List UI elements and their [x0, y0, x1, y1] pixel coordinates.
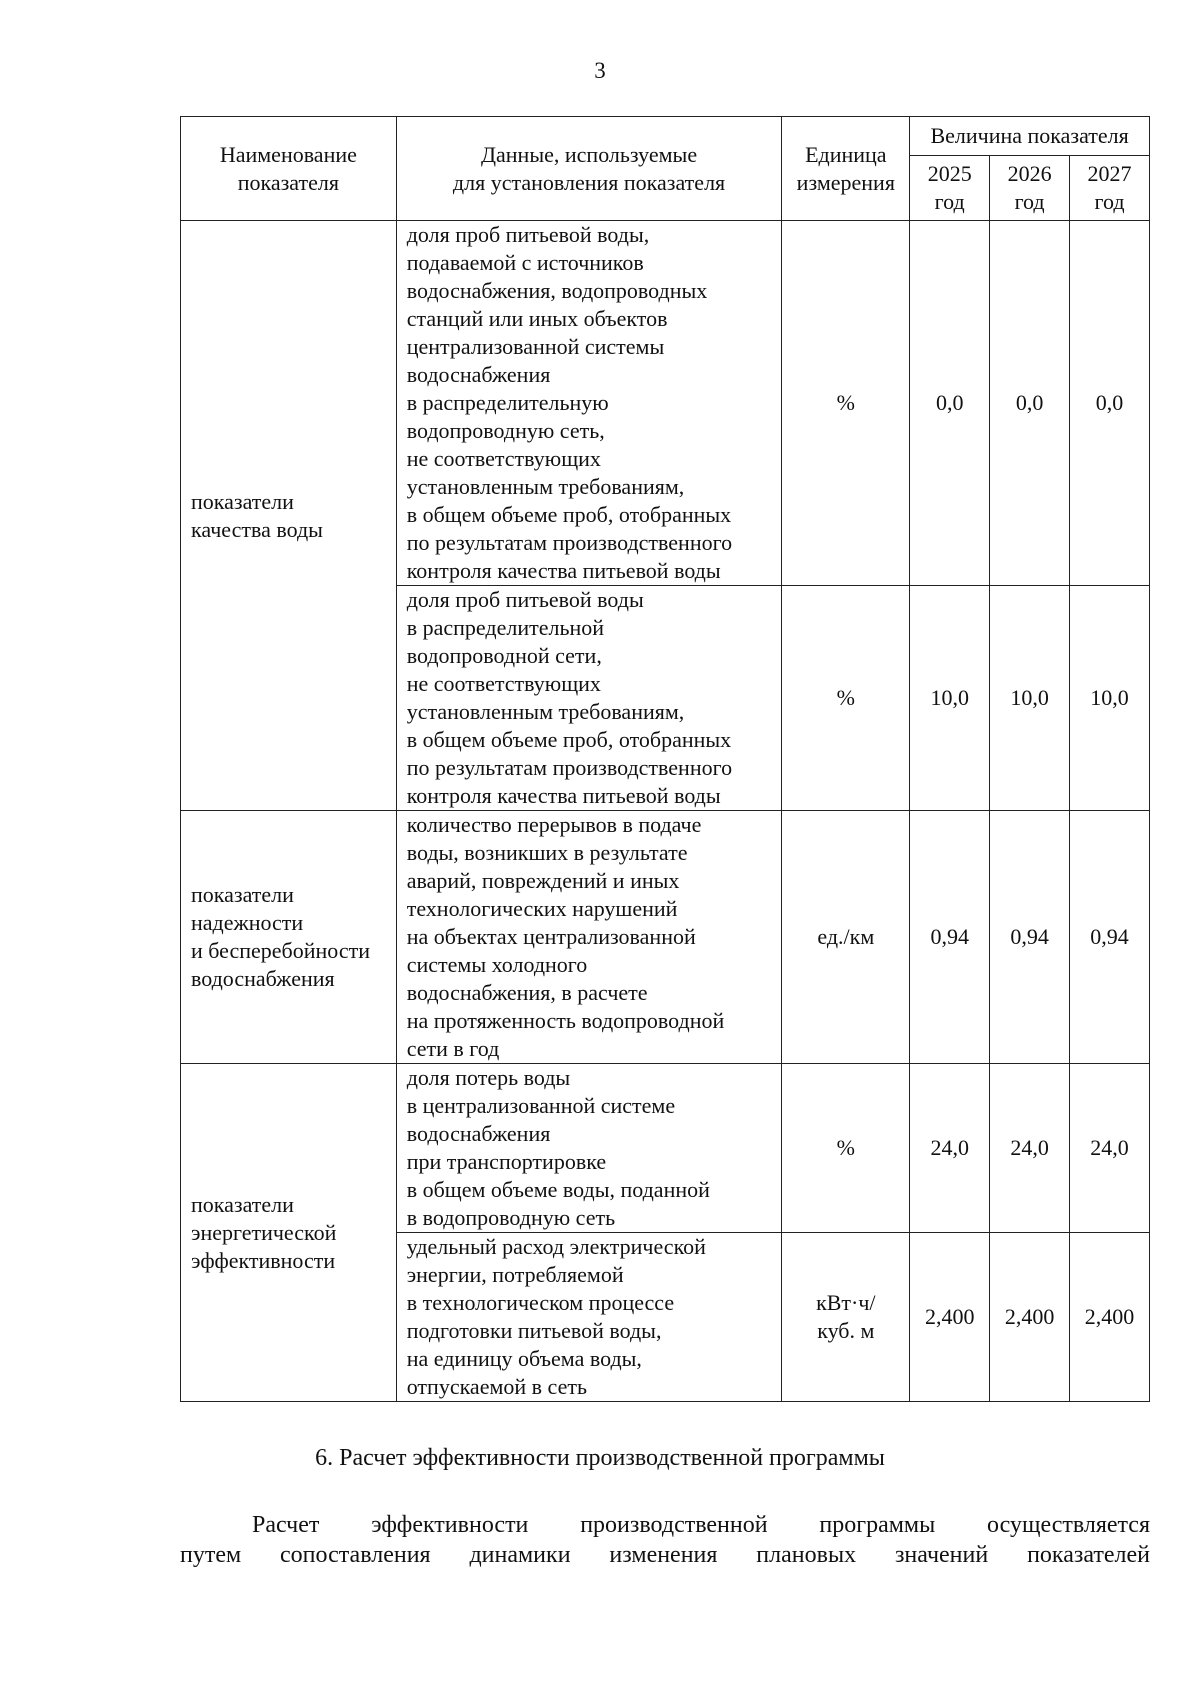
- indicator-value-2027: 10,0: [1070, 586, 1150, 811]
- indicator-value-2027: 0,0: [1070, 221, 1150, 586]
- indicator-group-name: показатели надежности и бесперебойности водоснабжения: [181, 811, 397, 1064]
- table-row: [181, 221, 1150, 586]
- indicator-value-2025: 10,0: [910, 586, 990, 811]
- section-paragraph: [180, 1510, 1150, 1570]
- indicator-unit: %: [782, 221, 910, 586]
- indicator-value-2025: 2,400: [910, 1233, 990, 1402]
- indicator-group-name: показатели энергетической эффективности: [181, 1064, 397, 1402]
- indicator-unit: %: [782, 1064, 910, 1233]
- indicator-value-2026: 0,94: [990, 811, 1070, 1064]
- table-header: [181, 117, 1150, 221]
- indicator-value-2025: 0,0: [910, 221, 990, 586]
- paragraph-line: Расчет эффективности производственной программы осуществляется: [252, 1512, 1150, 1538]
- indicator-value-2027: 24,0: [1070, 1064, 1150, 1233]
- table-body: [181, 221, 1150, 1402]
- indicator-value-2027: 0,94: [1070, 811, 1150, 1064]
- header-values-group: Величина показателя: [910, 117, 1150, 156]
- indicator-unit: %: [782, 586, 910, 811]
- indicator-unit: ед./км: [782, 811, 910, 1064]
- indicator-description: доля проб питьевой воды в распределительной водопроводной сети, не соответствующих установленным требованиям, в общем объеме проб, отобранных по результатам производственного контроля качества питьевой воды: [396, 586, 782, 811]
- indicator-description: удельный расход электрической энергии, потребляемой в технологическом процессе подготовки питьевой воды, на единицу объема воды, отпускаемой в сеть: [396, 1233, 782, 1402]
- indicators-table: [180, 116, 1150, 1402]
- header-year-2025: 2025 год: [910, 156, 990, 221]
- indicator-unit: кВт·ч/ куб. м: [782, 1233, 910, 1402]
- table-row: [181, 1064, 1150, 1233]
- page-number: 3: [594, 58, 606, 83]
- indicator-value-2027: 2,400: [1070, 1233, 1150, 1402]
- header-year-2026: 2026 год: [990, 156, 1070, 221]
- indicator-value-2025: 24,0: [910, 1064, 990, 1233]
- header-year-2027: 2027 год: [1070, 156, 1150, 221]
- indicator-description: доля проб питьевой воды, подаваемой с источников водоснабжения, водопроводных станций или иных объектов централизованной системы водоснабжения в распределительную водопроводную сеть, не соответствующих установленным требованиям, в общем объеме проб, отобранных по результатам производственного контроля качества питьевой воды: [396, 221, 782, 586]
- indicator-value-2026: 2,400: [990, 1233, 1070, 1402]
- indicator-description: доля потерь воды в централизованной системе водоснабжения при транспортировке в общем объеме воды, поданной в водопроводную сеть: [396, 1064, 782, 1233]
- indicator-value-2026: 24,0: [990, 1064, 1070, 1233]
- indicator-description: количество перерывов в подаче воды, возникших в результате аварий, повреждений и иных технологических нарушений на объектах централизованной системы холодного водоснабжения, в расчете на протяженность водопроводной сети в год: [396, 811, 782, 1064]
- header-source-data: Данные, используемые для установления показателя: [396, 117, 782, 221]
- table-row: [181, 811, 1150, 1064]
- section-heading: 6. Расчет эффективности производственной программы: [315, 1445, 885, 1471]
- indicator-group-name: показатели качества воды: [181, 221, 397, 811]
- header-unit: Единица измерения: [782, 117, 910, 221]
- header-indicator-name: Наименование показателя: [181, 117, 397, 221]
- indicator-value-2025: 0,94: [910, 811, 990, 1064]
- indicator-value-2026: 0,0: [990, 221, 1070, 586]
- paragraph-line: путем сопоставления динамики изменения плановых значений показателей: [180, 1542, 1150, 1568]
- indicator-value-2026: 10,0: [990, 586, 1070, 811]
